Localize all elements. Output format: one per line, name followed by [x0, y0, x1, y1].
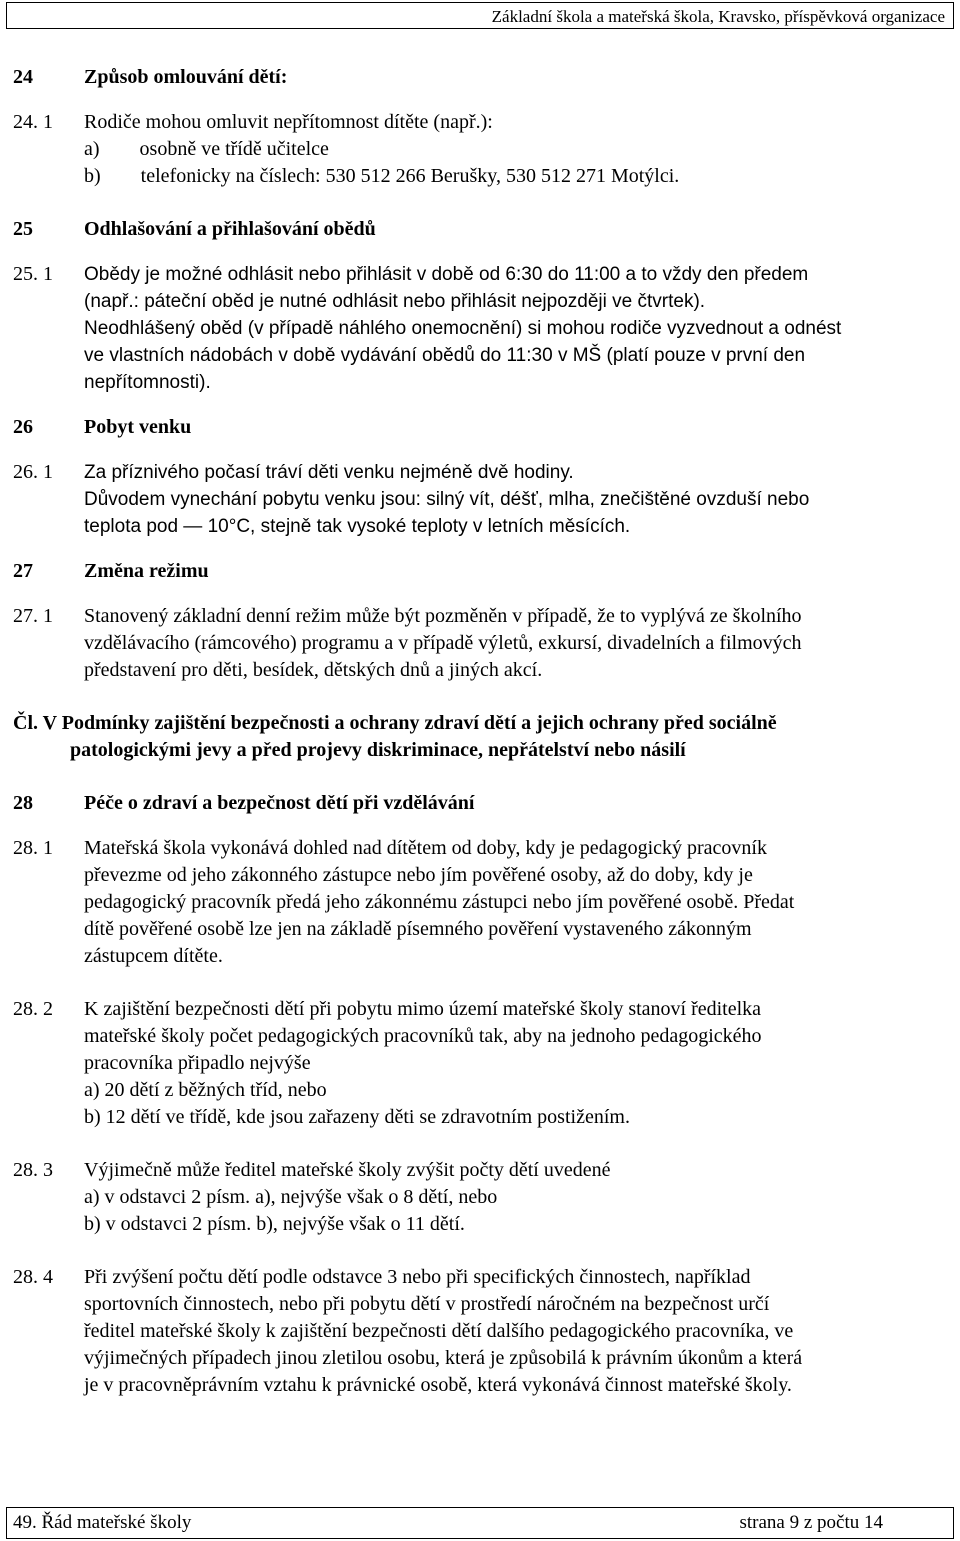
paragraph-line: b) 12 dětí ve třídě, kde jsou zařazeny děti se zdravotním postižením. [84, 1106, 630, 1128]
section-number: 28 [13, 792, 33, 814]
section-28-heading [13, 790, 947, 817]
paragraph-line: mateřské školy počet pedagogických pracovníků tak, aby na jednoho pedagogického [84, 1025, 762, 1047]
paragraph-number: 24. 1 [13, 111, 53, 133]
paragraph-line: je v pracovněprávním vztahu k právnické osobě, která vykonává činnost mateřské školy. [84, 1374, 792, 1396]
chapter-title-line: Čl. V Podmínky zajištění bezpečnosti a ochrany zdraví dětí a jejich ochrany před sociálně [13, 712, 777, 734]
page-footer [6, 1507, 954, 1539]
paragraph-line: a) 20 dětí z běžných tříd, nebo [84, 1079, 327, 1101]
paragraph-line: nepřítomnosti). [84, 372, 211, 393]
page-header [6, 2, 954, 29]
paragraph-line: Rodiče mohou omluvit nepřítomnost dítěte (např.): [84, 111, 493, 133]
paragraph-number: 28. 3 [13, 1159, 53, 1181]
paragraph-26-1 [13, 459, 947, 540]
paragraph-line: představení pro děti, besídek, dětských dnů a jiných akcí. [84, 659, 543, 681]
section-number: 27 [13, 560, 33, 582]
document-body [13, 64, 947, 1399]
paragraph-line: Důvodem vynechání pobytu venku jsou: silný vít, déšť, mlha, znečištěné ovzduší nebo [84, 489, 810, 510]
paragraph-line: Při zvýšení počtu dětí podle odstavce 3 nebo při specifických činnostech, například [84, 1266, 751, 1288]
section-24-heading [13, 64, 947, 91]
paragraph-line: teplota pod — 10°C, stejně tak vysoké teploty v letních měsících. [84, 516, 631, 537]
section-27-heading [13, 558, 947, 585]
section-title: Pobyt venku [84, 416, 192, 438]
paragraph-number: 28. 1 [13, 837, 53, 859]
paragraph-line: ve vlastních nádobách v době vydávání obědů do 11:30 v MŠ (platí pouze v první den [84, 345, 806, 366]
footer-document-title: 49. Řád mateřské školy [13, 1512, 192, 1533]
section-title: Způsob omlouvání dětí: [84, 66, 288, 88]
paragraph-number: 28. 4 [13, 1266, 53, 1288]
section-number: 26 [13, 416, 33, 438]
paragraph-line: ředitel mateřské školy k zajištění bezpečnosti dětí dalšího pedagogického pracovníka, ve [84, 1320, 794, 1342]
section-title: Odhlašování a přihlašování obědů [84, 218, 376, 240]
paragraph-28-3 [13, 1157, 947, 1238]
paragraph-line: vzdělávacího (rámcového) programu a v případě výletů, exkursí, divadelních a filmových [84, 632, 802, 654]
paragraph-line: Za příznivého počasí tráví děti venku nejméně dvě hodiny. [84, 462, 574, 483]
paragraph-line: (např.: páteční oběd je nutné odhlásit nebo přihlásit nejpozději ve čtvrtek). [84, 291, 706, 312]
chapter-heading [13, 710, 947, 764]
paragraph-number: 27. 1 [13, 605, 53, 627]
section-number: 24 [13, 66, 33, 88]
paragraph-line: a) osobně ve třídě učitelce [84, 138, 329, 160]
paragraph-28-1 [13, 835, 947, 970]
paragraph-line: Mateřská škola vykonává dohled nad dítětem od doby, kdy je pedagogický pracovník [84, 837, 767, 859]
paragraph-line: pracovníka připadlo nejvýše [84, 1052, 311, 1074]
paragraph-line: Výjimečně může ředitel mateřské školy zvýšit počty dětí uvedené [84, 1159, 611, 1181]
paragraph-line: K zajištění bezpečnosti dětí při pobytu mimo území mateřské školy stanoví ředitelka [84, 998, 762, 1020]
paragraph-number: 28. 2 [13, 998, 53, 1020]
paragraph-line: b) v odstavci 2 písm. b), nejvýše však o 11 dětí. [84, 1213, 465, 1235]
paragraph-number: 25. 1 [13, 263, 53, 285]
paragraph-line: Obědy je možné odhlásit nebo přihlásit v době od 6:30 do 11:00 a to vždy den předem [84, 264, 809, 285]
paragraph-28-2 [13, 996, 947, 1131]
paragraph-line: Stanovený základní denní režim může být pozměněn v případě, že to vyplývá ze školního [84, 605, 802, 627]
paragraph-line: Neodhlášený oběd (v případě náhlého onemocnění) si mohou rodiče vyzvednout a odnést [84, 318, 842, 339]
section-25-heading [13, 216, 947, 243]
paragraph-line: pedagogický pracovník předá jeho zákonnému zástupci nebo jím pověřené osobě. Předat [84, 891, 795, 913]
paragraph-line: a) v odstavci 2 písm. a), nejvýše však o 8 dětí, nebo [84, 1186, 498, 1208]
section-26-heading [13, 414, 947, 441]
paragraph-24-1 [13, 109, 947, 190]
section-number: 25 [13, 218, 33, 240]
paragraph-line: b) telefonicky na číslech: 530 512 266 Berušky, 530 512 271 Motýlci. [84, 165, 680, 187]
section-title: Péče o zdraví a bezpečnost dětí při vzdělávání [84, 792, 475, 814]
header-organization: Základní škola a mateřská škola, Kravsko, příspěvková organizace [491, 7, 945, 26]
paragraph-line: výjimečných případech jinou zletilou osobu, která je způsobilá k právním úkonům a která [84, 1347, 803, 1369]
paragraph-line: sportovních činnostech, nebo při pobytu dětí v prostředí náročném na bezpečnost určí [84, 1293, 770, 1315]
paragraph-line: zástupcem dítěte. [84, 945, 223, 967]
footer-page-number: strana 9 z počtu 14 [739, 1512, 883, 1533]
paragraph-28-4 [13, 1264, 947, 1399]
paragraph-line: převezme od jeho zákonného zástupce nebo jím pověřené osoby, až do doby, kdy je [84, 864, 753, 886]
paragraph-number: 26. 1 [13, 461, 53, 483]
chapter-title-line: patologickými jevy a před projevy diskriminace, nepřátelství nebo násilí [70, 739, 686, 761]
section-title: Změna režimu [84, 560, 209, 582]
paragraph-25-1 [13, 261, 947, 396]
paragraph-line: dítě pověřené osobě lze jen na základě písemného pověření vystaveného zákonným [84, 918, 752, 940]
paragraph-27-1 [13, 603, 947, 684]
